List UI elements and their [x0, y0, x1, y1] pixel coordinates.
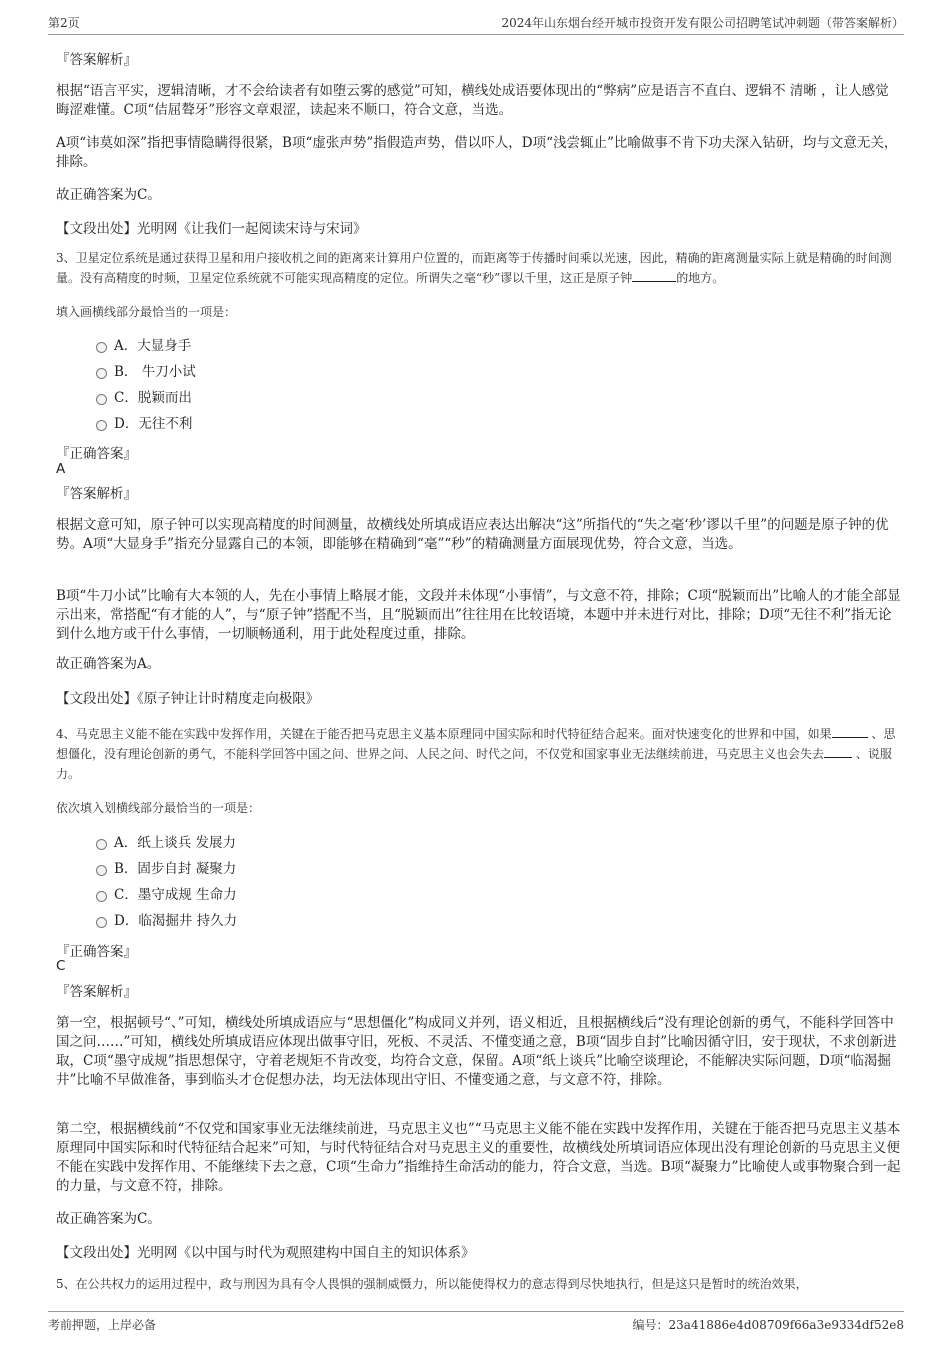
q4-options	[56, 830, 902, 934]
q3-prompt: 填入画横线部分最恰当的一项是：	[56, 305, 237, 319]
q3-analysis-heading: 『答案解析』	[56, 486, 137, 502]
q3-answer-heading: 『正确答案』	[56, 446, 137, 462]
document-title: 2024年山东烟台经开城市投资开发有限公司招聘笔试冲刺题（带答案解析）	[501, 16, 904, 30]
radio-button[interactable]	[96, 394, 107, 405]
q4-stem-text: 4、马克思主义能不能在实践中发挥作用，关键在于能否把马克思主义基本原理同中国实际和时代特征结合起来。面对快速变化的世界和中国，如果	[56, 727, 832, 741]
q2-conclusion: 故正确答案为C。	[56, 187, 161, 203]
answer-blank	[824, 745, 852, 758]
q4-analysis-paragraph-2: 第二空，根据横线前“不仅党和国家事业无法继续前进，马克思主义也”“马克思主义能不能在实践中发挥作用，关键在于能否把马克思主义基本原理同中国实际和时代特征结合起来”可知，与时代特征结合对马克思主义的重要性，故横线处所填词语应体现出没有理论创新的马克思主义便不能在实践中发挥作用、不能继续下去之意，C项“生命力”指维持生命活动的能力，符合文意，当选。B项“凝聚力”比喻使人或事物聚合到一起的力量，与文意不符，排除。	[56, 1121, 901, 1194]
q2-analysis-heading: 『答案解析』	[56, 52, 137, 68]
radio-button[interactable]	[96, 839, 107, 850]
q4-option-b[interactable]: B．固步自封 凝聚力	[56, 856, 902, 882]
q4-stem-end: 、说服力。	[56, 747, 892, 781]
q3-analysis-paragraph-1: 根据文意可知，原子钟可以实现高精度的时间测量，故横线处所填成语应表达出解决“这”所指代的“失之毫‘秒’谬以千里”的问题是原子钟的优势。A项“大显身手”指充分显露自己的本领，即能够在精确到“毫”“秒”的精确测量方面展现优势，符合文意，当选。	[56, 517, 889, 552]
q3-options	[56, 333, 902, 437]
q3-option-b[interactable]: B． 牛刀小试	[56, 359, 902, 385]
page-header	[48, 12, 904, 35]
q4-stem-middle: 、思想僵化，没有理论创新的勇气，不能科学回答中国之问、世界之问、人民之问、时代之问，不仅党和国家事业无法继续前进，马克思主义也会失去	[56, 727, 896, 761]
document-id: 编号：23a41886e4d08709f66a3e9334df52e8	[632, 1318, 904, 1332]
q4-source: 【文段出处】光明网《以中国与时代为观照建构中国自主的知识体系》	[56, 1245, 475, 1261]
q4-stem	[56, 724, 902, 784]
q4-option-c[interactable]: C．墨守成规 生命力	[56, 882, 902, 908]
radio-button[interactable]	[96, 891, 107, 902]
q3-option-c[interactable]: C．脱颖而出	[56, 385, 902, 411]
radio-button[interactable]	[96, 865, 107, 876]
q5-stem: 5、在公共权力的运用过程中，政与刑因为具有令人畏惧的强制威慑力，所以能使得权力的意志得到尽快地执行，但是这只是暂时的统治效果，	[56, 1277, 808, 1291]
q4-analysis-heading: 『答案解析』	[56, 984, 137, 1000]
q2-analysis-paragraph-1: 根据“语言平实，逻辑清晰，才不会给读者有如堕云雾的感觉”可知，横线处成语要体现出的“弊病”应是语言不直白、逻辑不 清晰 ，让人感觉晦涩难懂。C项“佶屈聱牙”形容文章艰涩，读起来不顺口，符合文意，当选。	[56, 83, 889, 118]
q3-option-a[interactable]: A．大显身手	[56, 333, 902, 359]
radio-button[interactable]	[96, 917, 107, 928]
q2-analysis-paragraph-2: A项“讳莫如深”指把事情隐瞒得很紧，B项“虚张声势”指假造声势，借以吓人，D项“浅尝辄止”比喻做事不肯下功夫深入钻研，均与文意无关，排除。	[56, 135, 898, 170]
q3-conclusion: 故正确答案为A。	[56, 656, 161, 672]
page-number: 第2页	[48, 16, 80, 30]
q3-stem	[56, 248, 902, 288]
radio-button[interactable]	[96, 368, 107, 379]
radio-button[interactable]	[96, 420, 107, 431]
radio-button[interactable]	[96, 342, 107, 353]
q4-answer-heading: 『正确答案』	[56, 944, 137, 960]
q3-analysis-paragraph-2: B项“牛刀小试”比喻有大本领的人，先在小事情上略展才能，文段并未体现“小事情”，与文意不符，排除；C项“脱颖而出”比喻人的才能全部显示出来，常搭配“有才能的人”，与“原子钟”搭配不当，且“脱颖而出”往往用在比较语境，本题中并未进行对比，排除；D项“无往不利”指无论到什么地方或干什么事情，一切顺畅通利，用于此处程度过重，排除。	[56, 588, 901, 642]
q4-conclusion: 故正确答案为C。	[56, 1211, 161, 1227]
answer-blank	[832, 725, 868, 738]
q4-option-d[interactable]: D．临渴掘井 持久力	[56, 908, 902, 934]
q4-analysis-paragraph-1: 第一空，根据顿号“、”可知，横线处所填成语应与“思想僵化”构成同义并列，语义相近，且根据横线后“没有理论创新的勇气，不能科学回答中国之问……”可知，横线处所填成语应体现出做事守旧，死板、不灵活、不懂变通之意，B项“固步自封”比喻因循守旧，安于现状，不求创新进取，C项“墨守成规”指思想保守，守着老规矩不肯改变，均符合文意，保留。A项“纸上谈兵”比喻空谈理论，不能解决实际问题，D项“临渴掘井”比喻不早做准备，事到临头才仓促想办法，均无法体现出守旧、不懂变通之意，与文意不符，排除。	[56, 1015, 897, 1088]
q4-prompt: 依次填入划横线部分最恰当的一项是：	[56, 801, 261, 815]
page-footer	[48, 1311, 904, 1332]
q4-option-a[interactable]: A．纸上谈兵 发展力	[56, 830, 902, 856]
q4-answer: C	[56, 958, 66, 974]
q3-answer: A	[56, 461, 66, 477]
answer-blank	[632, 269, 676, 282]
q2-source: 【文段出处】光明网《让我们一起阅读宋诗与宋词》	[56, 221, 367, 237]
q3-option-d[interactable]: D．无往不利	[56, 411, 902, 437]
q3-stem-end: 的地方。	[676, 271, 725, 285]
q3-stem-text: 3、卫星定位系统是通过获得卫星和用户接收机之间的距离来计算用户位置的，而距离等于传播时间乘以光速，因此，精确的距离测量实际上就是精确的时间测量。没有高精度的时频，卫星定位系统就不可能实现高精度的定位。所谓失之毫“秒”谬以千里，这正是原子钟	[56, 251, 892, 285]
q3-source: 【文段出处】《原子钟让计时精度走向极限》	[56, 691, 320, 707]
footer-slogan: 考前押题，上岸必备	[48, 1318, 157, 1332]
